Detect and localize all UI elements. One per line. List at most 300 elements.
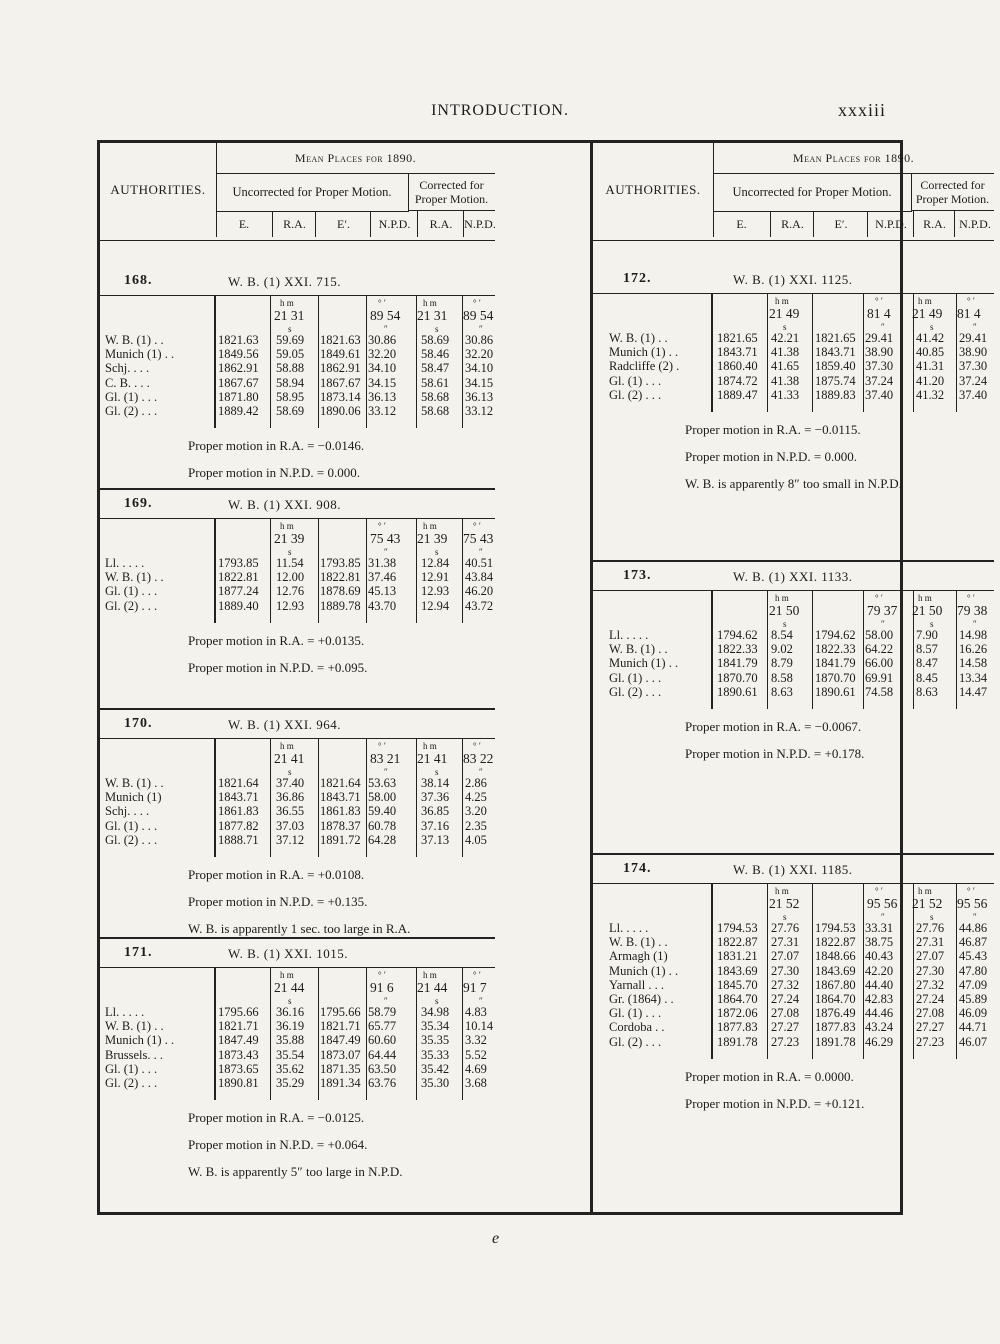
epoch-e-prime: 1821.71 <box>320 1019 361 1034</box>
hm-unit-label: h m <box>280 521 294 531</box>
authority-name: Gl. (2) . . . <box>609 1034 662 1049</box>
corrected-ra: 27.08 <box>916 1006 945 1021</box>
epoch-e: 1890.61 <box>717 684 758 699</box>
star-designation: W. B. (1) XXI. 715. <box>228 274 342 289</box>
epoch-e: 1831.21 <box>717 949 758 964</box>
epoch-e-prime: 1821.64 <box>320 776 361 790</box>
corrected-ra-hours-minutes: 21 39 <box>417 531 448 546</box>
corrected-ra-hours-minutes: 21 44 <box>417 980 448 995</box>
corrected-ra: 27.30 <box>916 963 945 978</box>
right-ascension: 27.27 <box>771 1020 800 1035</box>
right-ascension: 12.76 <box>276 584 305 599</box>
proper-motion-note: Proper motion in R.A. = −0.0146. <box>188 438 365 454</box>
corrected-ra: 34.98 <box>421 1005 450 1019</box>
proper-motion-note: Proper motion in R.A. = +0.0135. <box>188 632 365 648</box>
npd-degrees-minutes: 89 54 <box>370 308 401 323</box>
column-header-4: R.A. <box>417 211 464 237</box>
corrected-npd: 37.30 <box>959 359 988 374</box>
north-polar-distance: 74.58 <box>865 684 894 699</box>
section-rule <box>593 853 994 855</box>
hm-unit-label: h m <box>918 593 932 603</box>
epoch-e: 1870.70 <box>717 670 758 685</box>
epoch-e: 1864.70 <box>717 992 758 1006</box>
star-designation: W. B. (1) XXI. 1015. <box>228 946 349 961</box>
right-ascension: 8.54 <box>771 628 793 642</box>
epoch-e: 1877.83 <box>717 1020 758 1035</box>
column-header-3: N.P.D. <box>370 211 418 237</box>
epoch-e-prime: 1843.71 <box>320 790 361 805</box>
star-number: 171. <box>124 945 153 960</box>
table-row <box>100 1005 495 1019</box>
authority-name: Gl. (1) . . . <box>609 373 662 388</box>
page-header-title: INTRODUCTION. <box>431 102 569 119</box>
corrected-ra-hours-minutes: 21 49 <box>912 306 943 321</box>
north-polar-distance: 44.46 <box>865 1006 894 1021</box>
hm-unit-label: h m <box>280 298 294 308</box>
epoch-e: 1889.47 <box>717 387 758 402</box>
epoch-e-prime: 1891.78 <box>815 1034 856 1049</box>
sec-unit-label: ″ <box>384 996 388 1006</box>
proper-motion-note: Proper motion in N.P.D. = +0.095. <box>188 659 368 675</box>
star-designation: W. B. (1) XXI. 908. <box>228 497 342 512</box>
npd-degrees-minutes: 79 37 <box>867 603 898 618</box>
north-polar-distance: 40.43 <box>865 949 894 964</box>
proper-motion-note: Proper motion in R.A. = −0.0115. <box>685 422 861 437</box>
corrected-ra-hours-minutes: 21 41 <box>417 751 448 766</box>
corrected-ra: 27.32 <box>916 977 945 992</box>
ra-hours-minutes: 21 52 <box>769 896 800 911</box>
corrected-npd: 46.20 <box>465 584 494 599</box>
corrected-npd: 37.24 <box>959 373 988 388</box>
s-unit-label: s <box>435 324 439 334</box>
signature-mark: e <box>492 1230 500 1247</box>
corrected-ra: 8.63 <box>916 684 938 699</box>
corrected-ra: 12.84 <box>421 556 450 570</box>
corrected-ra: 41.42 <box>916 331 945 345</box>
right-ascension: 37.03 <box>276 818 305 833</box>
authority-name: Gr. (1864) . . <box>609 992 674 1006</box>
star-entry <box>100 273 495 486</box>
s-unit-label: s <box>783 912 787 922</box>
authority-name: Munich (1) <box>105 790 162 805</box>
table-row <box>593 921 994 935</box>
s-unit-label: s <box>783 322 787 332</box>
left-column <box>100 143 590 1212</box>
remark-note: W. B. is apparently 1 sec. too large in R.A. <box>188 921 411 936</box>
hm-unit-label: h m <box>918 296 932 306</box>
section-rule <box>100 708 495 710</box>
north-polar-distance: 38.90 <box>865 345 894 360</box>
star-designation: W. B. (1) XXI. 1125. <box>733 272 853 287</box>
north-polar-distance: 63.76 <box>368 1076 397 1090</box>
proper-motion-note: Proper motion in R.A. = 0.0000. <box>685 1068 854 1084</box>
table-row <box>593 935 994 949</box>
corrected-npd: 32.20 <box>465 347 494 362</box>
table-top-rule <box>100 518 495 519</box>
deg-unit-label: ° ′ <box>473 298 481 308</box>
ra-hours-minutes: 21 41 <box>274 751 305 766</box>
table-row <box>100 404 495 418</box>
north-polar-distance: 29.41 <box>865 331 894 345</box>
authority-name: Gl. (2) . . . <box>105 598 158 613</box>
corrected-ra: 27.24 <box>916 992 945 1006</box>
right-ascension: 37.40 <box>276 776 305 790</box>
corrected-ra: 40.85 <box>916 345 945 360</box>
epoch-e: 1821.71 <box>218 1019 259 1034</box>
authority-name: Gl. (2) . . . <box>105 832 158 847</box>
s-unit-label: s <box>930 912 934 922</box>
table-row <box>593 1035 994 1049</box>
star-entry <box>100 496 495 709</box>
hm-unit-label: h m <box>423 741 437 751</box>
epoch-e-prime: 1861.83 <box>320 804 361 819</box>
column-header-0: E. <box>238 217 250 231</box>
corrected-npd: 10.14 <box>465 1019 494 1034</box>
proper-motion-note: Proper motion in N.P.D. = +0.064. <box>188 1137 368 1153</box>
authority-name: Radcliffe (2) . <box>609 359 680 374</box>
corrected-ra: 41.31 <box>916 359 945 374</box>
corrected-npd: 14.47 <box>959 684 988 699</box>
npd-degrees-minutes: 91 6 <box>370 980 394 995</box>
sec-unit-label: ″ <box>881 912 885 922</box>
remark-note: W. B. is apparently 5″ too large in N.P.D. <box>188 1164 403 1180</box>
table-row <box>100 833 495 847</box>
right-ascension: 58.88 <box>276 361 305 376</box>
s-unit-label: s <box>288 996 292 1006</box>
north-polar-distance: 34.10 <box>368 361 397 376</box>
corrected-header: Corrected for Proper Motion. <box>408 173 495 211</box>
deg-unit-label: ° ′ <box>967 296 975 306</box>
column-header-5: N.P.D. <box>463 211 496 237</box>
right-ascension: 12.00 <box>276 570 305 585</box>
corrected-ra: 38.14 <box>421 776 450 790</box>
epoch-e: 1793.85 <box>218 556 259 570</box>
north-polar-distance: 43.70 <box>368 598 397 613</box>
authority-name: Gl. (2) . . . <box>105 404 158 418</box>
hm-unit-label: h m <box>918 886 932 896</box>
ra-hours-minutes: 21 31 <box>274 308 305 323</box>
corrected-npd: 44.71 <box>959 1020 988 1035</box>
corrected-npd: 5.52 <box>465 1047 487 1062</box>
star-number: 170. <box>124 716 153 731</box>
corrected-npd: 13.34 <box>959 670 988 685</box>
corrected-npd-degrees-minutes: 95 56 <box>957 896 988 911</box>
star-designation: W. B. (1) XXI. 1185. <box>733 862 853 877</box>
table-top-rule <box>100 295 495 296</box>
s-unit-label: s <box>288 324 292 334</box>
corrected-npd: 3.68 <box>465 1076 487 1090</box>
corrected-ra: 58.68 <box>421 389 450 404</box>
sec-unit-label: ″ <box>384 547 388 557</box>
north-polar-distance: 64.22 <box>865 642 894 657</box>
mean-places-header: Mean Places for 1890. <box>713 143 994 174</box>
epoch-e-prime: 1867.80 <box>815 977 856 992</box>
right-ascension: 41.65 <box>771 359 800 374</box>
corrected-npd: 34.15 <box>465 375 494 390</box>
authorities-header: AUTHORITIES. <box>593 143 714 237</box>
column-header-1: R.A. <box>272 211 316 237</box>
corrected-ra: 35.30 <box>421 1076 450 1090</box>
authority-name: Armagh (1) <box>609 949 668 964</box>
epoch-e-prime: 1794.53 <box>815 921 856 935</box>
hm-unit-label: h m <box>423 521 437 531</box>
north-polar-distance: 58.00 <box>368 790 397 805</box>
corrected-npd: 40.51 <box>465 556 494 570</box>
star-designation: W. B. (1) XXI. 1133. <box>733 569 853 584</box>
authority-name: Ll. . . . . <box>609 921 649 935</box>
north-polar-distance: 37.40 <box>865 387 894 402</box>
authority-name: Gl. (1) . . . <box>105 584 158 599</box>
corrected-npd: 29.41 <box>959 331 988 345</box>
right-ascension: 35.88 <box>276 1033 305 1048</box>
corrected-ra: 35.33 <box>421 1047 450 1062</box>
authority-name: W. B. (1) . . <box>105 776 164 790</box>
column-header-3: N.P.D. <box>867 211 914 237</box>
ra-hours-minutes: 21 44 <box>274 980 305 995</box>
epoch-e-prime: 1848.66 <box>815 949 856 964</box>
corrected-npd: 46.09 <box>959 1006 988 1021</box>
hm-unit-label: h m <box>423 970 437 980</box>
column-header-2: E′. <box>315 211 371 237</box>
authority-name: W. B. (1) . . <box>105 570 164 585</box>
remark-note: W. B. is apparently 8″ too small in N.P.D. <box>685 476 902 491</box>
table-row <box>593 978 994 992</box>
right-ascension: 27.08 <box>771 1006 800 1021</box>
epoch-e-prime: 1864.70 <box>815 992 856 1006</box>
north-polar-distance: 44.40 <box>865 977 894 992</box>
table-top-rule <box>100 738 495 739</box>
epoch-e-prime: 1871.35 <box>320 1061 361 1076</box>
right-ascension: 9.02 <box>771 642 793 657</box>
corrected-ra: 8.57 <box>916 642 938 657</box>
proper-motion-note: Proper motion in N.P.D. = +0.135. <box>188 894 368 909</box>
right-ascension: 27.32 <box>771 977 800 992</box>
corrected-ra: 12.93 <box>421 584 450 599</box>
star-entry <box>593 861 994 1181</box>
corrected-npd: 45.89 <box>959 992 988 1006</box>
right-ascension: 36.55 <box>276 804 305 819</box>
corrected-ra: 35.34 <box>421 1019 450 1034</box>
proper-motion-note: Proper motion in N.P.D. = 0.000. <box>188 465 361 481</box>
authority-name: Gl. (1) . . . <box>105 389 158 404</box>
north-polar-distance: 58.00 <box>865 628 894 642</box>
right-ascension: 11.54 <box>276 556 304 570</box>
corrected-npd: 46.87 <box>959 935 988 950</box>
deg-unit-label: ° ′ <box>378 970 386 980</box>
table-row <box>593 628 994 642</box>
corrected-npd: 36.13 <box>465 389 494 404</box>
star-designation: W. B. (1) XXI. 964. <box>228 717 342 732</box>
table-row <box>100 819 495 833</box>
table-row <box>593 374 994 388</box>
star-number: 169. <box>124 496 153 511</box>
authority-name: Schj. . . . <box>105 361 150 376</box>
right-ascension: 27.07 <box>771 949 800 964</box>
north-polar-distance: 53.63 <box>368 776 397 790</box>
authority-name: C. B. . . . <box>105 375 150 390</box>
epoch-e: 1849.56 <box>218 347 259 362</box>
north-polar-distance: 46.29 <box>865 1034 894 1049</box>
table-row <box>100 1033 495 1047</box>
right-ascension: 36.19 <box>276 1019 305 1034</box>
epoch-e: 1795.66 <box>218 1005 259 1019</box>
epoch-e: 1822.33 <box>717 642 758 657</box>
column-header-5: N.P.D. <box>954 211 995 237</box>
epoch-e: 1794.62 <box>717 628 758 642</box>
corrected-ra: 12.94 <box>421 598 450 613</box>
table-row <box>100 570 495 584</box>
star-catalogue-frame <box>97 140 991 1215</box>
corrected-ra: 58.68 <box>421 404 450 418</box>
corrected-ra: 7.90 <box>916 628 938 642</box>
right-ascension: 27.23 <box>771 1034 800 1049</box>
right-ascension: 36.86 <box>276 790 305 805</box>
right-ascension: 12.93 <box>276 598 305 613</box>
npd-degrees-minutes: 95 56 <box>867 896 898 911</box>
corrected-ra: 58.47 <box>421 361 450 376</box>
epoch-e-prime: 1822.87 <box>815 935 856 950</box>
hm-unit-label: h m <box>280 741 294 751</box>
table-row <box>100 347 495 361</box>
authority-name: Munich (1) . . <box>105 1033 175 1048</box>
epoch-e-prime: 1891.34 <box>320 1076 361 1090</box>
epoch-e: 1872.06 <box>717 1006 758 1021</box>
corrected-npd-degrees-minutes: 79 38 <box>957 603 988 618</box>
corrected-npd: 4.25 <box>465 790 487 805</box>
authority-name: Gl. (1) . . . <box>609 670 662 685</box>
table-row <box>100 804 495 818</box>
corrected-header: Corrected for Proper Motion. <box>911 173 994 211</box>
corrected-npd: 46.07 <box>959 1034 988 1049</box>
corrected-ra: 27.27 <box>916 1020 945 1035</box>
epoch-e-prime: 1862.91 <box>320 361 361 376</box>
deg-unit-label: ° ′ <box>378 298 386 308</box>
authority-name: Cordoba . . <box>609 1020 665 1035</box>
corrected-npd: 47.09 <box>959 977 988 992</box>
table-row <box>100 599 495 613</box>
epoch-e: 1874.72 <box>717 373 758 388</box>
right-ascension: 35.54 <box>276 1047 305 1062</box>
column-header-0: E. <box>736 217 747 231</box>
table-row <box>100 790 495 804</box>
star-entry <box>100 716 495 938</box>
authority-name: Ll. . . . . <box>105 1005 145 1019</box>
epoch-e: 1862.91 <box>218 361 259 376</box>
right-column <box>593 143 991 1212</box>
table-row <box>593 331 994 345</box>
epoch-e-prime: 1821.63 <box>320 333 361 347</box>
north-polar-distance: 33.12 <box>368 404 397 418</box>
corrected-ra: 37.13 <box>421 832 450 847</box>
right-ascension: 8.58 <box>771 670 793 685</box>
corrected-ra: 41.32 <box>916 387 945 402</box>
epoch-e-prime: 1891.72 <box>320 832 361 847</box>
epoch-e-prime: 1849.61 <box>320 347 361 362</box>
deg-unit-label: ° ′ <box>473 741 481 751</box>
mean-places-header: Mean Places for 1890. <box>216 143 495 174</box>
table-row <box>593 359 994 373</box>
authority-name: Brussels. . . <box>105 1047 163 1062</box>
north-polar-distance: 59.40 <box>368 804 397 819</box>
right-ascension: 41.33 <box>771 387 800 402</box>
s-unit-label: s <box>783 619 787 629</box>
s-unit-label: s <box>435 996 439 1006</box>
authority-name: Ll. . . . . <box>105 556 145 570</box>
epoch-e: 1843.69 <box>717 963 758 978</box>
north-polar-distance: 69.91 <box>865 670 894 685</box>
right-ascension: 58.95 <box>276 389 305 404</box>
authority-name: W. B. (1) . . <box>609 935 668 950</box>
authority-name: Ll. . . . . <box>609 628 649 642</box>
s-unit-label: s <box>930 619 934 629</box>
hm-unit-label: h m <box>423 298 437 308</box>
npd-degrees-minutes: 81 4 <box>867 306 891 321</box>
table-row <box>593 345 994 359</box>
star-number: 172. <box>623 271 652 286</box>
epoch-e-prime: 1795.66 <box>320 1005 361 1019</box>
sec-unit-label: ″ <box>479 767 483 777</box>
corrected-npd-degrees-minutes: 81 4 <box>957 306 981 321</box>
epoch-e-prime: 1889.83 <box>815 387 856 402</box>
table-top-rule <box>593 883 994 884</box>
column-header-1: R.A. <box>770 211 814 237</box>
corrected-npd: 2.35 <box>465 818 487 833</box>
epoch-e-prime: 1877.83 <box>815 1020 856 1035</box>
north-polar-distance: 42.20 <box>865 963 894 978</box>
corrected-npd: 38.90 <box>959 345 988 360</box>
corrected-npd: 33.12 <box>465 404 494 418</box>
table-row <box>593 1020 994 1034</box>
corrected-npd: 43.84 <box>465 570 494 585</box>
epoch-e: 1821.64 <box>218 776 259 790</box>
proper-motion-note: Proper motion in N.P.D. = 0.000. <box>685 449 858 464</box>
epoch-e: 1888.71 <box>218 832 259 847</box>
authority-name: Yarnall . . . <box>609 977 664 992</box>
corrected-npd: 30.86 <box>465 333 494 347</box>
table-row <box>593 388 994 402</box>
epoch-e: 1861.83 <box>218 804 259 819</box>
epoch-e: 1877.24 <box>218 584 259 599</box>
epoch-e-prime: 1890.61 <box>815 684 856 699</box>
epoch-e-prime: 1889.78 <box>320 598 361 613</box>
epoch-e: 1847.49 <box>218 1033 259 1048</box>
proper-motion-note: Proper motion in R.A. = −0.0125. <box>188 1110 365 1126</box>
epoch-e: 1845.70 <box>717 977 758 992</box>
ra-hours-minutes: 21 39 <box>274 531 305 546</box>
table-top-rule <box>593 590 994 591</box>
epoch-e: 1889.40 <box>218 598 259 613</box>
north-polar-distance: 63.50 <box>368 1061 397 1076</box>
corrected-npd: 14.98 <box>959 628 988 642</box>
s-unit-label: s <box>288 767 292 777</box>
right-ascension: 35.62 <box>276 1061 305 1076</box>
table-row <box>100 776 495 790</box>
corrected-npd: 14.58 <box>959 656 988 671</box>
sec-unit-label: ″ <box>973 912 977 922</box>
right-ascension: 36.16 <box>276 1005 305 1019</box>
deg-unit-label: ° ′ <box>967 886 975 896</box>
section-rule <box>100 488 495 490</box>
corrected-ra: 58.69 <box>421 333 450 347</box>
star-number: 174. <box>623 861 652 876</box>
right-ascension: 58.94 <box>276 375 305 390</box>
corrected-ra: 27.31 <box>916 935 945 950</box>
right-ascension: 59.69 <box>276 333 305 347</box>
north-polar-distance: 32.20 <box>368 347 397 362</box>
authority-name: Schj. . . . <box>105 804 150 819</box>
sec-unit-label: ″ <box>384 767 388 777</box>
right-ascension: 41.38 <box>771 345 800 360</box>
